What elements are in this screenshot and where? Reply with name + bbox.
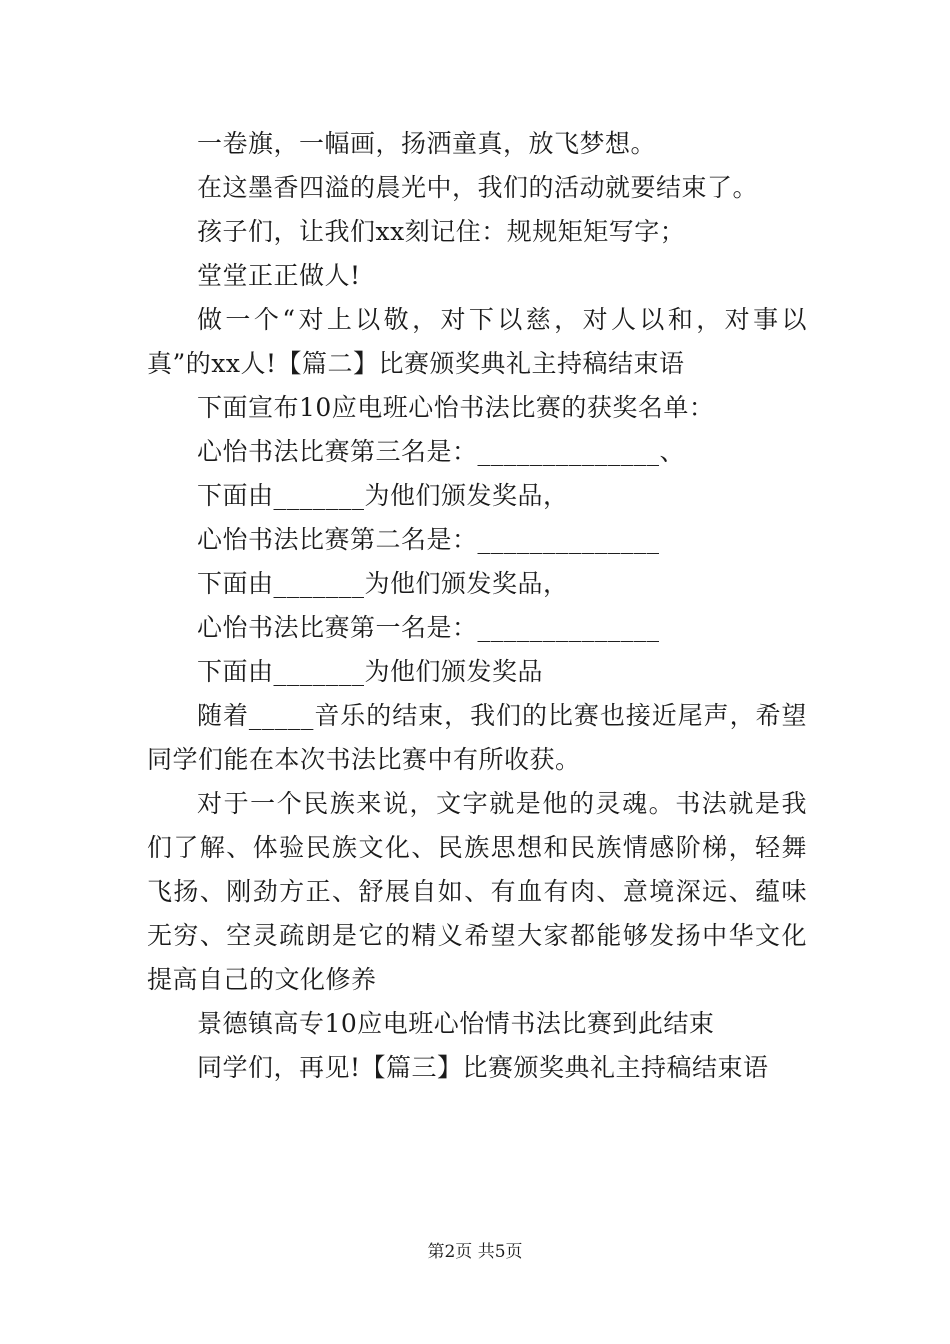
paragraph: 孩子们，让我们xx刻记住：规规矩矩写字；	[197, 217, 686, 246]
paragraph: 下面由_______为他们颁发奖品	[197, 657, 544, 686]
paragraph: 随着_____音乐的结束，我们的比赛也接近尾声，希望同学们能在本次书法比赛中有所收获。	[147, 701, 807, 774]
paragraph: 下面宣布10应电班心怡书法比赛的获奖名单：	[197, 393, 715, 422]
document-body	[147, 122, 807, 1090]
paragraph: 一卷旗，一幅画，扬洒童真，放飞梦想。	[197, 129, 657, 158]
paragraph: 心怡书法比赛第一名是：______________	[197, 613, 660, 642]
paragraph: 堂堂正正做人!	[197, 261, 361, 290]
paragraph: 在这墨香四溢的晨光中，我们的活动就要结束了。	[197, 173, 759, 202]
paragraph: 下面由_______为他们颁发奖品，	[197, 569, 569, 598]
paragraph: 做一个“对上以敬，对下以慈，对人以和，对事以真”的xx人!【篇二】比赛颁奖典礼主持稿结束语	[147, 305, 807, 378]
paragraph: 下面由_______为他们颁发奖品，	[197, 481, 569, 510]
paragraph: 对于一个民族来说，文字就是他的灵魂。书法就是我们了解、体验民族文化、民族思想和民族情感阶梯，轻舞飞扬、刚劲方正、舒展自如、有血有肉、意境深远、蕴味无穷、空灵疏朗是它的精义希望大家都能够发扬中华文化提高自己的文化修养	[147, 789, 807, 994]
page-indicator: 第2页 共5页	[427, 1242, 523, 1262]
paragraph: 心怡书法比赛第三名是：______________、	[197, 437, 686, 466]
paragraph: 同学们，再见!【篇三】比赛颁奖典礼主持稿结束语	[197, 1053, 769, 1082]
paragraph: 心怡书法比赛第二名是：______________	[197, 525, 660, 554]
paragraph: 景德镇高专10应电班心怡情书法比赛到此结束	[197, 1009, 715, 1038]
